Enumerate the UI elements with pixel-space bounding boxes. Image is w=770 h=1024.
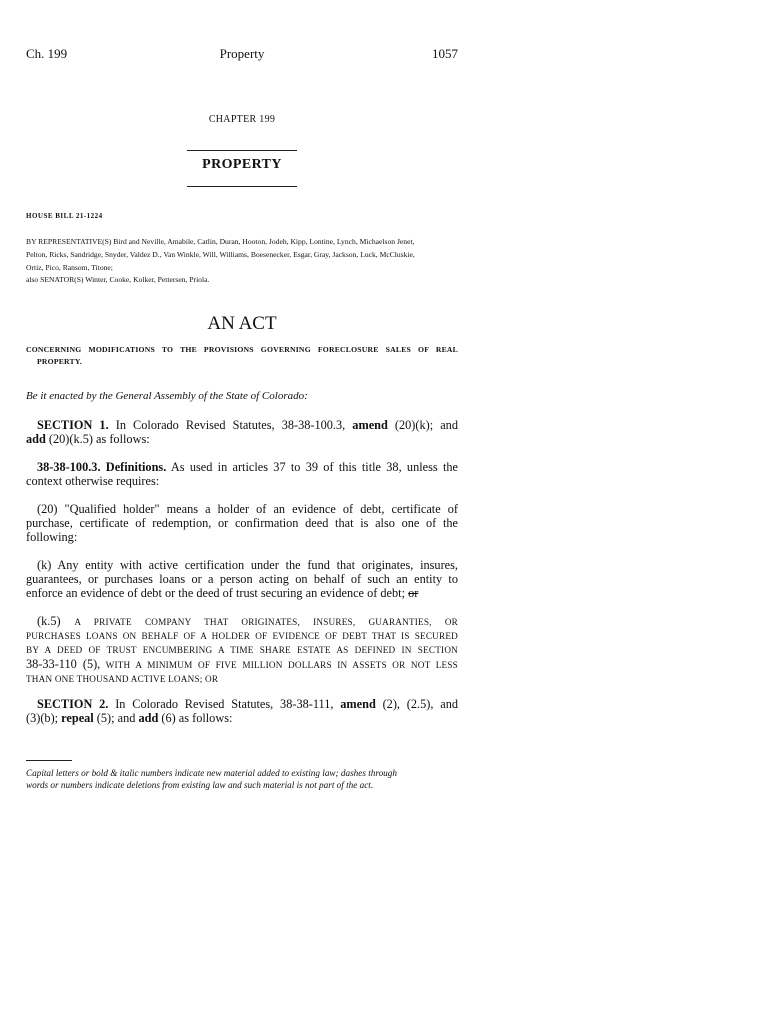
page-title: PROPERTY — [202, 157, 282, 172]
definitions-section: 38-38-100.3. Definitions. As used in articles 37 to 39 of this title 38, unless the context otherwise requires: — [26, 460, 458, 488]
title-rule-bottom — [187, 186, 297, 187]
bill-number: HOUSE BILL 21-1224 — [26, 212, 103, 220]
section-label: SECTION 1. — [37, 418, 109, 432]
chapter-label: CHAPTER 199 — [208, 114, 276, 125]
footnote — [26, 767, 458, 791]
chapter-number: Ch. 199 — [26, 46, 68, 61]
page-number: 1057 — [432, 46, 458, 61]
subsection-label: (k.5) — [37, 614, 61, 628]
sponsor-line: Ortiz, Pico, Ransom, Titone; — [26, 262, 113, 272]
footnote-line: Capital letters or bold & italic numbers indicate new material added to existing law; dashes through — [26, 768, 397, 778]
sponsor-line: BY REPRESENTATIVE(S) Bird and Neville, Amabile, Catlin, Duran, Hooton, Jodeh, Kipp, Lontine, Lynch, Michaelson Jenet, — [26, 237, 415, 246]
paragraph-20: (20) "Qualified holder" means a holder of an evidence of debt, certificate of purchase, certificate of redemption, or confirmation deed that is also one of the following: — [26, 502, 458, 544]
section-2: SECTION 2. In Colorado Revised Statutes, 38-38-111, amend (2), (2.5), and (3)(b); repeal (5); and add (6) as follows: — [26, 697, 458, 725]
paragraph-k: (k) Any entity with active certification under the fund that originates, insures, guarantees, or purchases loans or a person acting on behalf of such an entity to enforce an evidence of debt or the deed of trust securing an evidence of debt; or — [26, 558, 458, 600]
concerning-clause — [26, 344, 458, 368]
enacting-clause: Be it enacted by the General Assembly of the State of Colorado: — [26, 390, 308, 402]
footnote-rule — [26, 760, 72, 761]
concerning-line: CONCERNING MODIFICATIONS TO THE PROVISIONS GOVERNING FORECLOSURE SALES OF REAL — [26, 345, 458, 354]
paragraph-k5: (k.5) A PRIVATE COMPANY THAT ORIGINATES, INSURES, GUARANTIES, OR PURCHASES LOANS ON BEHALF OF A HOLDER OF EVIDENCE OF DEBT THAT IS SECURED BY A DEED OF TRUST ENCUMBERING A TIME SHARE ESTATE AS DEFINED IN SECTION 38-33-110 (5), WITH A MINIMUM OF FIVE MILLION DOLLARS IN ASSETS OR NOT LESS THAN ONE THOUSAND ACTIVE LOANS; OR — [26, 614, 458, 684]
running-title: Property — [219, 46, 265, 61]
title-rule-top — [187, 150, 297, 151]
section-heading: 38-38-100.3. Definitions. — [37, 460, 167, 474]
sponsor-list — [26, 236, 458, 287]
section-label: SECTION 2. — [37, 697, 109, 711]
running-header — [26, 46, 458, 64]
footnote-line: words or numbers indicate deletions from existing law and such material is not part of the act. — [26, 780, 374, 790]
sponsor-line: Pelton, Ricks, Sandridge, Snyder, Valdez D., Van Winkle, Will, Williams, Boesenecker, Esgar, Gray, Jackson, Luck, McCluskie, — [26, 249, 415, 259]
section-1: SECTION 1. In Colorado Revised Statutes, 38-38-100.3, amend (20)(k); and add (20)(k.5) as follows: — [26, 418, 458, 446]
act-heading: AN ACT — [207, 313, 277, 334]
concerning-line: PROPERTY. — [37, 357, 83, 366]
sponsor-line: also SENATOR(S) Winter, Cooke, Kolker, Pettersen, Priola. — [26, 275, 210, 285]
deleted-text: or — [408, 586, 419, 600]
